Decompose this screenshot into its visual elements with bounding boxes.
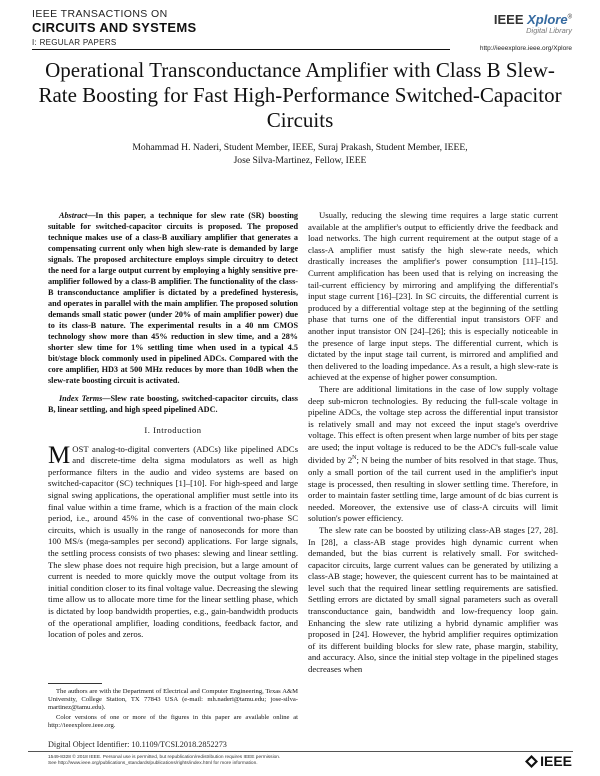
ieee-diamond-icon: [525, 755, 538, 768]
introduction-paragraph: [48, 441, 298, 641]
introduction-text: OST analog-to-digital converters (ADCs) like pipelined ADCs and discrete-time delta sigma modulators as well as high performance filters in the audio and video systems are based on switched-capacitor (SC) techniques [1]–[10]. For high-speed and large signal swing applications, the operational amplifier must settle into its final value within a time frame, which is a fraction of the main clock period, i.e., around 45% in the case of conventional two-phase SC circuits, which is usually in the range of nanoseconds for more than 100 MS/s (mega-samples per second) applications. For large signals, the settling process consists of two phases: slewing and linear settling. The slew phase does not require high precision, but a large amount of current is needed to more quickly move the output voltage from its initial condition closer to its final voltage value. Decreasing the slewing time allow us to allocate more time for the linear settling phase, which is dictated by loop bandwidth properties, e.g., gain-bandwidth products of the operational amplifier, loading conditions, feedback factor, and location of poles and zeros.: [48, 443, 298, 640]
right-paragraph-2-before: There are additional limitations in the case of low supply voltage deep sub-micron technologies. By reducing the full-scale voltage in pipeline ADCs, the voltage step across the differential input transistor is relatively small and may not exceed the input stage's overdrive voltage. This effect is often present when large number of bits per stage are used; the input voltage is reduced to be the ADC's full-scale value divided by 2: [308, 383, 558, 466]
right-paragraph-2: [308, 384, 558, 525]
xplore-url[interactable]: http://ieeexplore.ieee.org/Xplore: [479, 45, 572, 52]
journal-name-line1: IEEE TRANSACTIONS ON: [32, 8, 168, 20]
footnote-rule: [48, 683, 102, 684]
abstract-label: Abstract: [59, 211, 88, 220]
header-rule: [32, 49, 450, 50]
superscript-n: N: [352, 455, 357, 462]
xplore-name-italic: Xplore: [527, 12, 568, 27]
paper-title: Operational Transconductance Amplifier with Class B Slew-Rate Boosting for Fast High-Performance Switched-Capacitor Circuits: [38, 58, 562, 132]
footnote-color-versions: Color versions of one or more of the figures in this paper are available online at http://ieeexplore.ieee.org.: [48, 713, 298, 729]
ieee-logo-text: IEEE: [540, 753, 572, 769]
drop-cap: M: [48, 441, 71, 469]
author-names-line1: Mohammad H. Naderi, Student Member, IEEE, Suraj Prakash, Student Member, IEEE,: [132, 142, 468, 153]
journal-name-line2: CIRCUITS AND SYSTEMS: [32, 20, 197, 35]
xplore-wordmark: IEEE Xplore®: [493, 12, 572, 27]
right-paragraph-1: Usually, reducing the slewing time requires a large static current available at the amplifier's output to efficiently drive the feedback and load networks. The high current requirement at the output stage of a class-A amplifier must satisfy the high slew-rate needs, which drastically increases the amplifier's power consumption [11]–[15]. Current amplification has been used that is relying on increasing the tail-current efficiency by mirroring and amplifying the differential's input stage current [16]–[23]. In SC circuits, the differential current is produced by a differential voltage step at the beginning of the settling phase that turns one of the differential input transistors OFF and another input transistor ON [24]–[26]; this is especially noticeable in the presence of large input steps. The differential current, which is dictated by the input stage tail current, is mirrored and amplified and then delivered to the loading impedance. As a result, a high slew-rate is achieved at the expense of higher power consumption.: [308, 210, 558, 383]
footnotes: [48, 688, 298, 731]
xplore-subtitle: Digital Library: [526, 26, 572, 35]
section-heading-introduction: I. Introduction: [144, 425, 202, 435]
license-line1: 1549-8328 © 2018 IEEE. Personal use is permitted, but republication/redistribution requires IEEE permission.: [48, 755, 281, 760]
right-paragraph-3: The slew rate can be boosted by utilizing class-AB stages [27, 28]. In [28], a class-AB stage provides high dynamic current when demanded, but the bias current is relatively small. For switched-capacitor circuits, large current values can be generated by utilizing a class-AB stage; however, the quiescent current has to be maintained at level such that the required linear settling requirements are satisfied. Settling errors are dictated by small signal parameters such as overall transconductance gain, bandwidth and low-frequency loop gain. Enhancing the slew rate utilizing a hybrid dynamic amplifier was proposed in [24]. However, the hybrid amplifier requires optimization of its different building blocks for slew rate, phase margin, stability, and accuracy. Also, since the initial step voltage in the pipelined stages decreases when: [308, 524, 558, 675]
footnote-affiliation: The authors are with the Department of Electrical and Computer Engineering, Texas A&M University, College Station, TX 77843 USA (e-mail: mh.naderi@tamu.edu; jose-silva-martinez@tamu.edu).: [48, 688, 298, 712]
license-notice: [48, 755, 478, 767]
ieee-xplore-logo: [494, 12, 572, 35]
index-terms-label: Index Terms: [59, 394, 103, 403]
license-line2: See http://www.ieee.org/publications_standards/publications/rights/index.html for more information.: [48, 761, 258, 766]
author-list: [30, 141, 570, 167]
footer-rule: [28, 751, 573, 752]
index-terms: [48, 393, 298, 415]
doi: Digital Object Identifier: 10.1109/TCSI.2018.2852273: [48, 740, 227, 749]
index-terms-text: —Slew rate boosting, switched-capacitor circuits, class B, linear settling, and high speed pipelined ADC.: [48, 394, 298, 414]
abstract-text: —In this paper, a technique for slew rate (SR) boosting suitable for switched-capacitor circuits is proposed. The proposed technique makes use of a class-B auxiliary amplifier that generates a compensating current only when high slew-rate is demanded by large signals. The proposed architecture employs simple circuitry to detect the need for a large output current by employing a highly sensitive pre-amplifier followed by a class-B amplifier. The functionality of the class-B transconductance amplifier is dictated by a predefined hysteresis, and operates in parallel with the main amplifier. The proposed solution demands small static power (under 20% of main amplifier power) due to its class-B nature. The experimental results in a 40 nm CMOS technology show more than 45% reduction in slew time, and a 28% shorter slew time for 1% settling time when used in a typical 4.5 bit/stage block commonly used in pipelined ADCs. Compared with the core amplifier, HD3 at 500 MHz reduces by more than 10dB when the slew-rate boosting circuit is activated.: [48, 211, 298, 385]
abstract: [48, 210, 298, 386]
right-column: [308, 210, 558, 676]
authors-line2: Jose Silva-Martinez, Fellow, IEEE: [233, 155, 367, 166]
right-paragraph-2-after: ; N being the number of bits resolved in that stage. Thus, only a small portion of the tail current used in the amplifier's input stage is processed, then resulting in slower settling time. Therefore, in order to maintain faster settling time, large amount of dc bias current is needed. Moreover, the extensive use of class-A circuits will limit solution's power efficiency.: [308, 455, 558, 524]
journal-name-line3: I: REGULAR PAPERS: [32, 38, 117, 47]
xplore-name: IEEE: [493, 12, 524, 27]
ieee-logo: [525, 753, 572, 769]
authors-line1: [30, 141, 570, 154]
left-column: [48, 210, 298, 641]
